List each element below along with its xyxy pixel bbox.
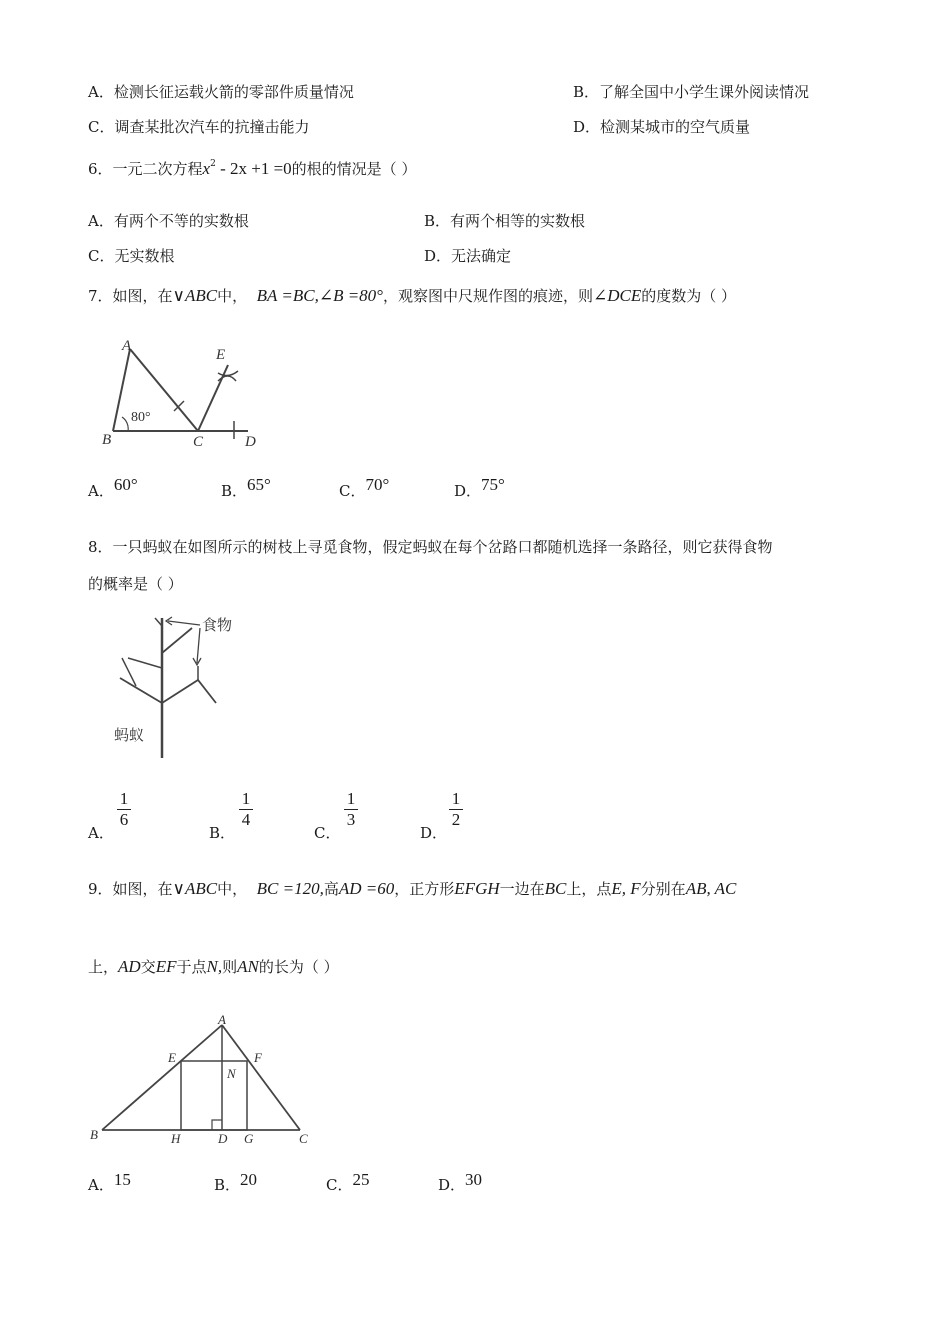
q9-t4: ，正方形 xyxy=(394,880,455,898)
q9-option-a-value: 15 xyxy=(113,1170,131,1189)
q8-option-b-label: B． xyxy=(209,824,236,842)
q9-efgh: EFGH xyxy=(454,879,500,898)
q8-option-b-fraction xyxy=(236,790,256,829)
q9-option-d xyxy=(438,1170,483,1195)
q9-right-angle-mark xyxy=(212,1120,222,1130)
q8-option-b-den: 4 xyxy=(241,810,251,829)
q9-option-a xyxy=(88,1170,131,1195)
q7-figure xyxy=(100,335,270,450)
q8-branch-upper-left xyxy=(128,658,162,668)
q6-eq-x: x xyxy=(202,159,211,178)
q5-option-d: D．检测某城市的空气质量 xyxy=(573,118,751,136)
q9-option-c-label: C． xyxy=(326,1176,353,1194)
q8-option-a-num: 1 xyxy=(119,789,129,808)
q9-ad: AD =60 xyxy=(338,879,395,898)
q6-suffix: 的根的情况是（ ） xyxy=(291,160,417,178)
q9-ef: E, F xyxy=(611,879,641,898)
q7-stem xyxy=(88,285,736,306)
q7-option-c-label: C． xyxy=(339,482,366,500)
q9-l2c: 于点 xyxy=(176,958,207,976)
q5-option-c: C．调查某批次汽车的抗撞击能力 xyxy=(88,118,310,136)
q5-option-b: B．了解全国中小学生课外阅读情况 xyxy=(573,83,810,101)
q9-option-b-label: B． xyxy=(214,1176,241,1194)
q9-l2a: 上， xyxy=(88,958,119,976)
q7-arc-cross-1 xyxy=(218,371,238,376)
q8-stem-line2: 的概率是（ ） xyxy=(88,575,183,593)
q8-label-ant: 蚂蚁 xyxy=(114,726,145,744)
q6-stem xyxy=(88,158,416,179)
q6-prefix: 6．一元二次方程 xyxy=(88,160,203,178)
q9-option-c xyxy=(326,1170,370,1195)
q7-triangle: ∨ABC xyxy=(172,286,218,305)
q9-label-g: G xyxy=(244,1131,254,1146)
q9-n: N, xyxy=(206,957,223,976)
q9-bc2: BC xyxy=(544,879,567,898)
q7-label-e: E xyxy=(216,347,226,363)
q7-option-c-value: 70° xyxy=(365,475,390,494)
q8-arrow-2 xyxy=(197,628,200,663)
q8-branch-left-low xyxy=(120,678,162,703)
q7-option-c xyxy=(339,475,390,501)
q9-an: AN xyxy=(237,957,259,976)
q9-option-c-value: 25 xyxy=(352,1170,370,1189)
q7-t2: 中， xyxy=(217,287,248,305)
q9-label-a: A xyxy=(218,1012,226,1027)
q8-branch-right xyxy=(162,680,216,703)
q7-option-d-value: 75° xyxy=(481,475,505,494)
q8-option-c-fraction xyxy=(341,790,361,829)
q7-label-b: B xyxy=(102,432,112,448)
q8-option-a-fraction xyxy=(114,790,134,829)
q9-t3: 高 xyxy=(323,880,339,898)
q8-branch-left-twig xyxy=(122,658,136,686)
q8-option-d-num: 1 xyxy=(451,789,461,808)
q9-option-b xyxy=(214,1170,258,1195)
q7-option-a-label: A． xyxy=(88,482,114,500)
q9-option-b-value: 20 xyxy=(240,1170,258,1189)
q9-t7: 分别在 xyxy=(640,880,686,898)
q9-label-h: H xyxy=(171,1131,181,1146)
q9-option-d-label: D． xyxy=(438,1176,466,1194)
q7-angle: ∠DCE xyxy=(593,286,642,305)
q8-label-food: 食物 xyxy=(202,616,233,634)
q8-option-d-label: D． xyxy=(420,824,448,842)
q7-side-ab xyxy=(113,349,130,431)
q9-bc: BC =120, xyxy=(256,879,324,898)
q8-option-c-label: C． xyxy=(314,824,341,842)
q9-label-n: N xyxy=(227,1066,236,1081)
q6-option-a: A．有两个不等的实数根 xyxy=(88,212,249,230)
q8-option-a-den: 6 xyxy=(119,810,129,829)
q9-option-d-value: 30 xyxy=(465,1170,483,1189)
q8-option-c-den: 3 xyxy=(346,810,356,829)
q7-option-b-value: 65° xyxy=(247,475,271,494)
q8-tree-figure xyxy=(100,608,250,763)
q9-t1: 9．如图，在 xyxy=(88,880,173,898)
q9-ef2: EF xyxy=(155,957,177,976)
q7-angle-arc xyxy=(122,417,128,431)
q9-stem-line1 xyxy=(88,878,736,899)
q8-branch-upper xyxy=(162,628,192,653)
q9-t5: 一边在 xyxy=(499,880,545,898)
q9-triangle: ∨ABC xyxy=(172,879,218,898)
q7-option-b-label: B． xyxy=(221,482,248,500)
q7-option-b xyxy=(221,475,271,501)
q7-option-a-value: 60° xyxy=(113,475,138,494)
q9-stem-line2 xyxy=(88,956,339,977)
q8-arrow-1 xyxy=(168,621,200,625)
q6-option-d: D．无法确定 xyxy=(424,247,512,265)
q6-eq-rest: - 2x +1 =0 xyxy=(215,159,292,178)
q9-label-d: D xyxy=(218,1131,228,1146)
q7-condition: BA =BC,∠B =80° xyxy=(256,286,383,305)
q7-t4: 的度数为（ ） xyxy=(641,287,737,305)
q7-label-a: A xyxy=(122,338,132,354)
q9-l2e: 的长为（ ） xyxy=(258,958,339,976)
q6-option-c: C．无实数根 xyxy=(88,247,175,265)
q5-option-a: A．检测长征运载火箭的零部件质量情况 xyxy=(88,83,354,101)
q9-figure xyxy=(85,1010,325,1150)
q7-label-80: 80° xyxy=(131,410,151,425)
q9-l2b: 交 xyxy=(140,958,156,976)
q7-label-d: D xyxy=(245,434,256,450)
q7-label-c: C xyxy=(193,434,204,450)
q9-side-ab xyxy=(102,1025,222,1130)
q7-option-d-label: D． xyxy=(454,482,482,500)
q7-t1: 7．如图，在 xyxy=(88,287,173,305)
q8-stem-line1: 8．一只蚂蚁在如图所示的树枝上寻觅食物，假定蚂蚁在每个岔路口都随机选择一条路径，则它获得食物 xyxy=(88,538,773,556)
q6-option-b: B．有两个相等的实数根 xyxy=(424,212,586,230)
q9-label-b: B xyxy=(90,1127,98,1142)
q9-label-f: F xyxy=(254,1050,262,1065)
q9-t2: 中， xyxy=(217,880,248,898)
q7-option-a xyxy=(88,475,138,501)
q8-option-c-num: 1 xyxy=(346,789,356,808)
q8-option-a-label: A． xyxy=(88,824,114,842)
q6-eq-exp: 2 xyxy=(210,159,216,169)
q9-l2d: 则 xyxy=(222,958,238,976)
q8-option-b-num: 1 xyxy=(241,789,251,808)
q9-label-e: E xyxy=(168,1050,176,1065)
q9-option-a-label: A． xyxy=(88,1176,114,1194)
q9-label-c: C xyxy=(299,1131,308,1146)
q7-t3: ，观察图中尺规作图的痕迹，则 xyxy=(382,287,593,305)
q9-abac: AB, AC xyxy=(685,879,737,898)
q9-ad2: AD xyxy=(118,957,141,976)
q8-option-d-fraction xyxy=(446,790,466,829)
q7-option-d xyxy=(454,475,505,501)
q9-t6: 上，点 xyxy=(566,880,612,898)
q8-option-d-den: 2 xyxy=(451,810,461,829)
